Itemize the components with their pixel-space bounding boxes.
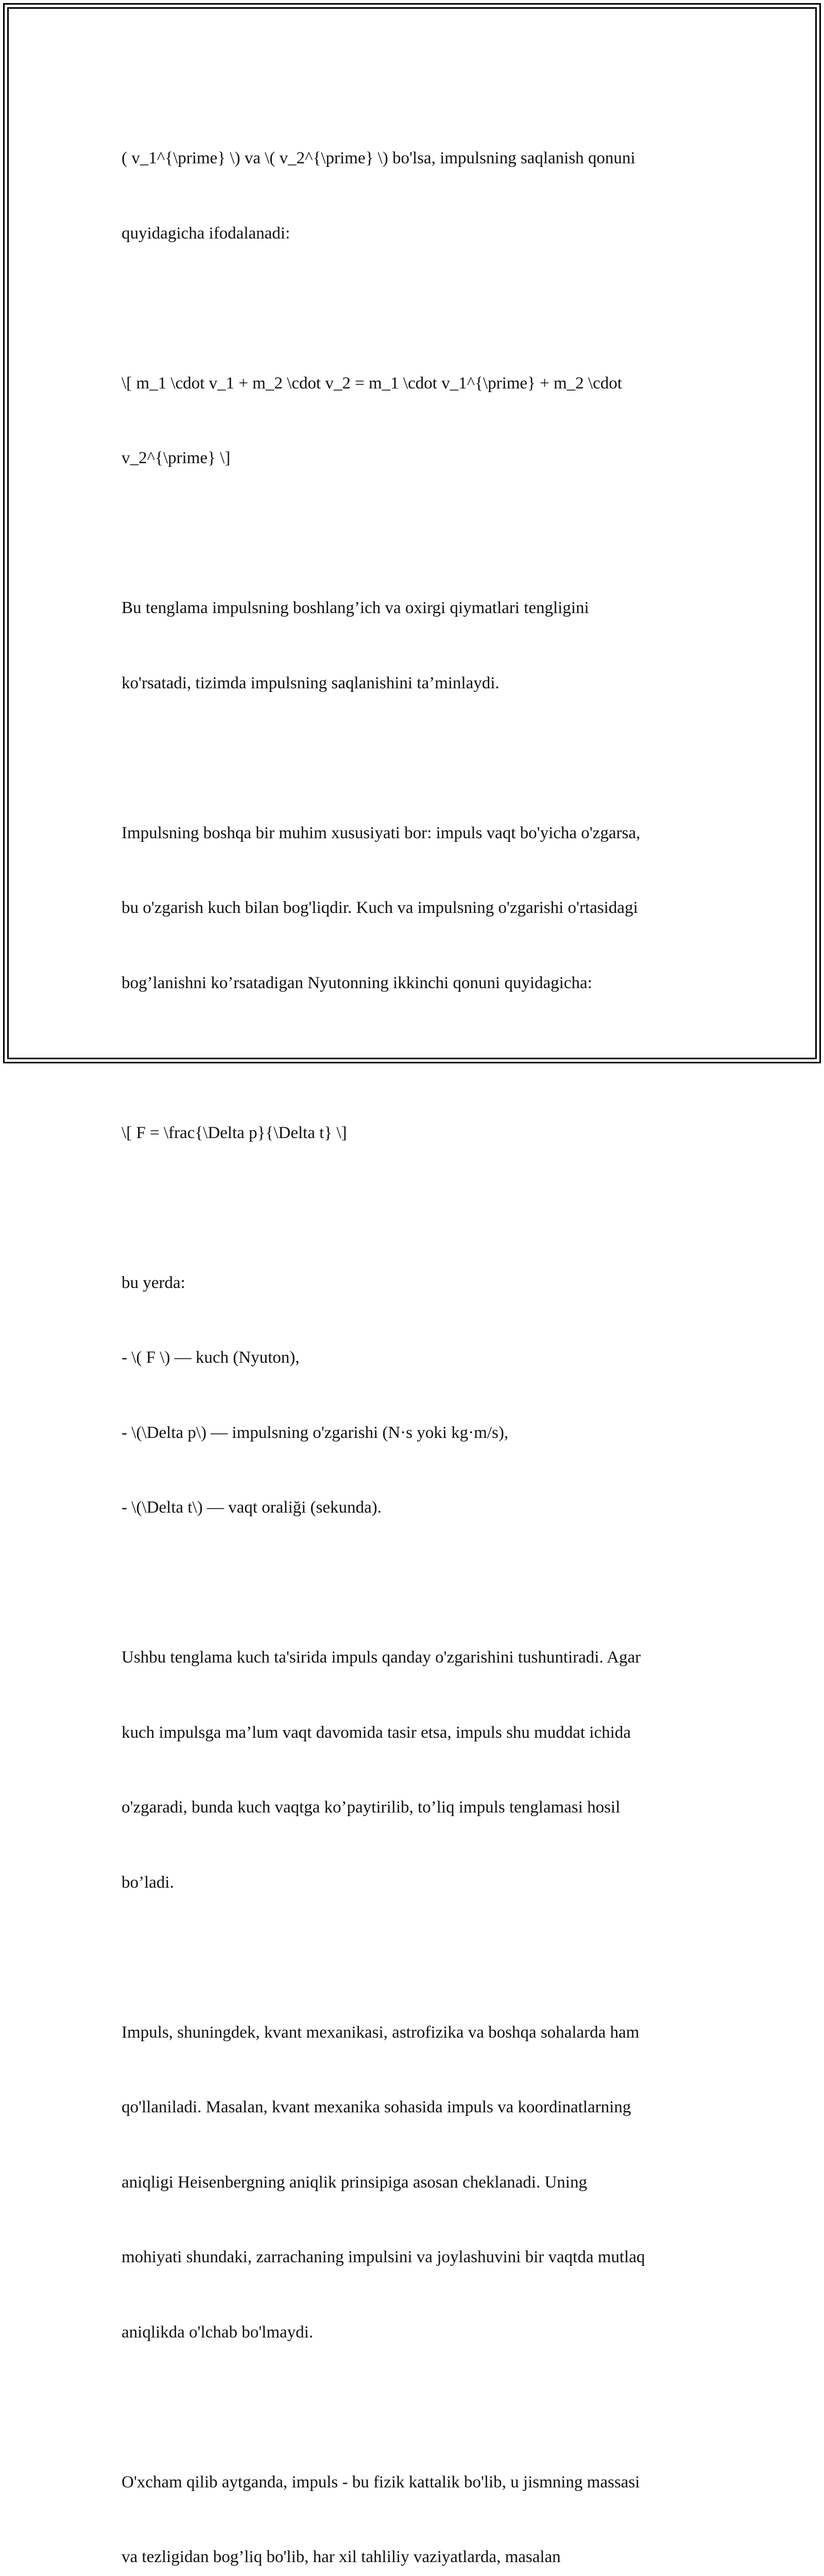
text-line: \[ m_1 \cdot v_1 + m_2 \cdot v_2 = m_1 \cdot v_1^{\prime} + m_2 \cdot bbox=[122, 371, 709, 396]
equation-force bbox=[122, 1071, 709, 1196]
text-line: Impulsning boshqa bir muhim xususiyati bor: impuls vaqt bo'yicha o'zgarsa, bbox=[122, 821, 709, 846]
text-line: qo'llaniladi. Masalan, kvant mexanika sohasida impuls va koordinatlarning bbox=[122, 2095, 709, 2120]
text-line: aniqlikda o'lchab bo'lmaydi. bbox=[122, 2320, 709, 2345]
list-item: - \( F \) — kuch (Nyuton), bbox=[122, 1345, 709, 1370]
text-line: mohiyati shundaki, zarrachaning impulsini va joylashuvini bir vaqtda mutlaq bbox=[122, 2245, 709, 2270]
paragraph-newton-second-law bbox=[122, 771, 709, 1046]
paragraph-force-explanation bbox=[122, 1595, 709, 1945]
text-line: ko'rsatadi, tizimda impulsning saqlanishini ta’minlaydi. bbox=[122, 671, 709, 696]
text-line: quyidagicha ifodalanadi: bbox=[122, 221, 709, 246]
equation-momentum-conservation bbox=[122, 321, 709, 521]
text-line: bog’lanishni ko’rsatadigan Nyutonning ikkinchi qonuni quyidagicha: bbox=[122, 971, 709, 996]
list-item: - \(\Delta p\) — impulsning o'zgarishi (N·s yoki kg·m/s), bbox=[122, 1420, 709, 1446]
document-body bbox=[122, 96, 709, 2576]
text-line: bu o'zgarish kuch bilan bog'liqdir. Kuch va impulsning o'zgarishi o'rtasidagi bbox=[122, 895, 709, 921]
text-line: Ushbu tenglama kuch ta'sirida impuls qanday o'zgarishini tushuntiradi. Agar bbox=[122, 1645, 709, 1670]
text-line: Impuls, shuningdek, kvant mexanikasi, astrofizika va boshqa sohalarda ham bbox=[122, 2020, 709, 2045]
text-line: O'xcham qilib aytganda, impuls - bu fizik kattalik bo'lib, u jismning massasi bbox=[122, 2470, 709, 2495]
text-line: va tezligidan bog’liq bo'lib, har xil tahliliy vaziyatlarda, masalan bbox=[122, 2545, 709, 2570]
text-line: bo’ladi. bbox=[122, 1870, 709, 1895]
text-line: kuch impulsga ma’lum vaqt davomida tasir etsa, impuls shu muddat ichida bbox=[122, 1720, 709, 1745]
text-line: aniqligi Heisenbergning aniqlik prinsipiga asosan cheklanadi. Uning bbox=[122, 2170, 709, 2195]
paragraph-equation-meaning bbox=[122, 546, 709, 745]
list-item: - \(\Delta t\) — vaqt oraliği (sekunda). bbox=[122, 1495, 709, 1520]
text-line: ( v_1^{\prime} \) va \( v_2^{\prime} \) bo'lsa, impulsning saqlanish qonuni bbox=[122, 146, 709, 171]
paragraph-quantum-mechanics bbox=[122, 1970, 709, 2395]
text-line: bu yerda: bbox=[122, 1270, 709, 1296]
definition-list bbox=[122, 1221, 709, 1570]
document-page bbox=[0, 0, 824, 1066]
paragraph-summary bbox=[122, 2420, 709, 2576]
paragraph-conservation-intro bbox=[122, 96, 709, 296]
text-line: o'zgaradi, bunda kuch vaqtga ko’paytirilib, to’liq impuls tenglamasi hosil bbox=[122, 1795, 709, 1820]
text-line: Bu tenglama impulsning boshlang’ich va oxirgi qiymatlari tengligini bbox=[122, 596, 709, 621]
text-line: v_2^{\prime} \] bbox=[122, 446, 709, 471]
text-line: \[ F = \frac{\Delta p}{\Delta t} \] bbox=[122, 1121, 709, 1146]
